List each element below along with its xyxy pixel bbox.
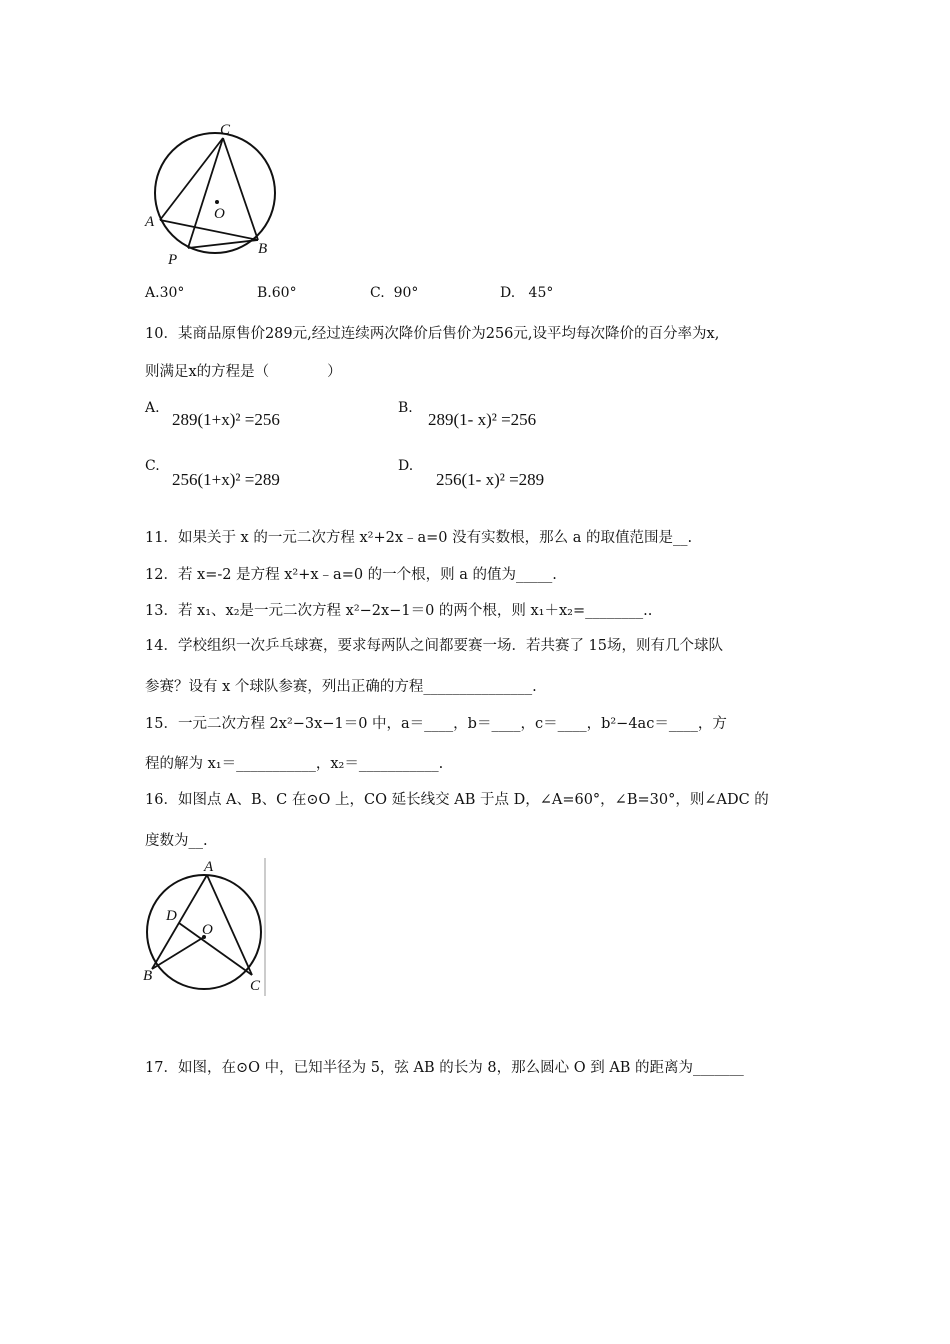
- label-a: A: [145, 214, 155, 230]
- label-d: D: [166, 908, 177, 924]
- q17: 17．如图，在⊙O 中，已知半径为 5，弦 AB 的长为 8，那么圆心 O 到 AB 的距离为_______: [145, 1060, 744, 1076]
- label-a: A: [204, 859, 214, 875]
- q11: 11．如果关于 x 的一元二次方程 x²+2x﹣a=0 没有实数根，那么 a 的取值范围是__.: [145, 530, 693, 546]
- q14-line1: 14．学校组织一次乒乓球赛，要求每两队之间都要赛一场．若共赛了 15场，则有几个球队: [145, 638, 724, 654]
- q15-line1: 15．一元二次方程 2x²−3x−1＝0 中，a＝____，b＝____，c＝____，b²−4ac＝____，方: [145, 716, 727, 732]
- q9-option-c: C. 90°: [370, 285, 419, 301]
- q10-option-c-letter: C.: [145, 458, 160, 474]
- label-b: B: [258, 241, 268, 257]
- q14-line2: 参赛？设有 x 个球队参赛，列出正确的方程_______________.: [145, 679, 537, 695]
- label-c: C: [250, 978, 261, 994]
- q10-option-d-letter: D.: [398, 458, 414, 474]
- q10-option-d-expr: 256(1- x)² =289: [436, 470, 545, 489]
- figure-circle-triangle-abc: [140, 118, 290, 268]
- label-c: C: [220, 122, 231, 138]
- q10-option-a-letter: A.: [145, 400, 160, 416]
- q9-option-d: D. 45°: [500, 285, 554, 301]
- q16-line2: 度数为__.: [145, 833, 208, 849]
- label-p: P: [168, 252, 178, 268]
- label-b: B: [143, 968, 153, 984]
- q10-line1: 10．某商品原售价289元,经过连续两次降价后售价为256元,设平均每次降价的百分率为x,: [145, 326, 720, 342]
- q10-option-a-expr: 289(1+x)² =256: [172, 410, 280, 429]
- q16-line1: 16．如图点 A、B、C 在⊙O 上，CO 延长线交 AB 于点 D，∠A=60°，∠B=30°，则∠ADC 的: [145, 792, 769, 808]
- q10-option-b-expr: 289(1- x)² =256: [428, 410, 537, 429]
- label-o: O: [202, 922, 213, 938]
- q10-line2: 则满足x的方程是（ ）: [145, 364, 342, 380]
- q9-option-b: B.60°: [257, 285, 297, 301]
- q13: 13．若 x₁、x₂是一元二次方程 x²−2x−1＝0 的两个根，则 x₁＋x₂=________..: [145, 603, 653, 619]
- q12: 12．若 x=-2 是方程 x²+x﹣a=0 的一个根，则 a 的值为_____.: [145, 567, 557, 583]
- q15-line2: 程的解为 x₁＝___________，x₂＝___________.: [145, 756, 444, 772]
- q10-option-c-expr: 256(1+x)² =289: [172, 470, 280, 489]
- figure-circle-o-abc: [138, 856, 273, 998]
- label-o: O: [214, 206, 225, 222]
- q10-option-b-letter: B.: [398, 400, 413, 416]
- q9-option-a: A.30°: [145, 285, 185, 301]
